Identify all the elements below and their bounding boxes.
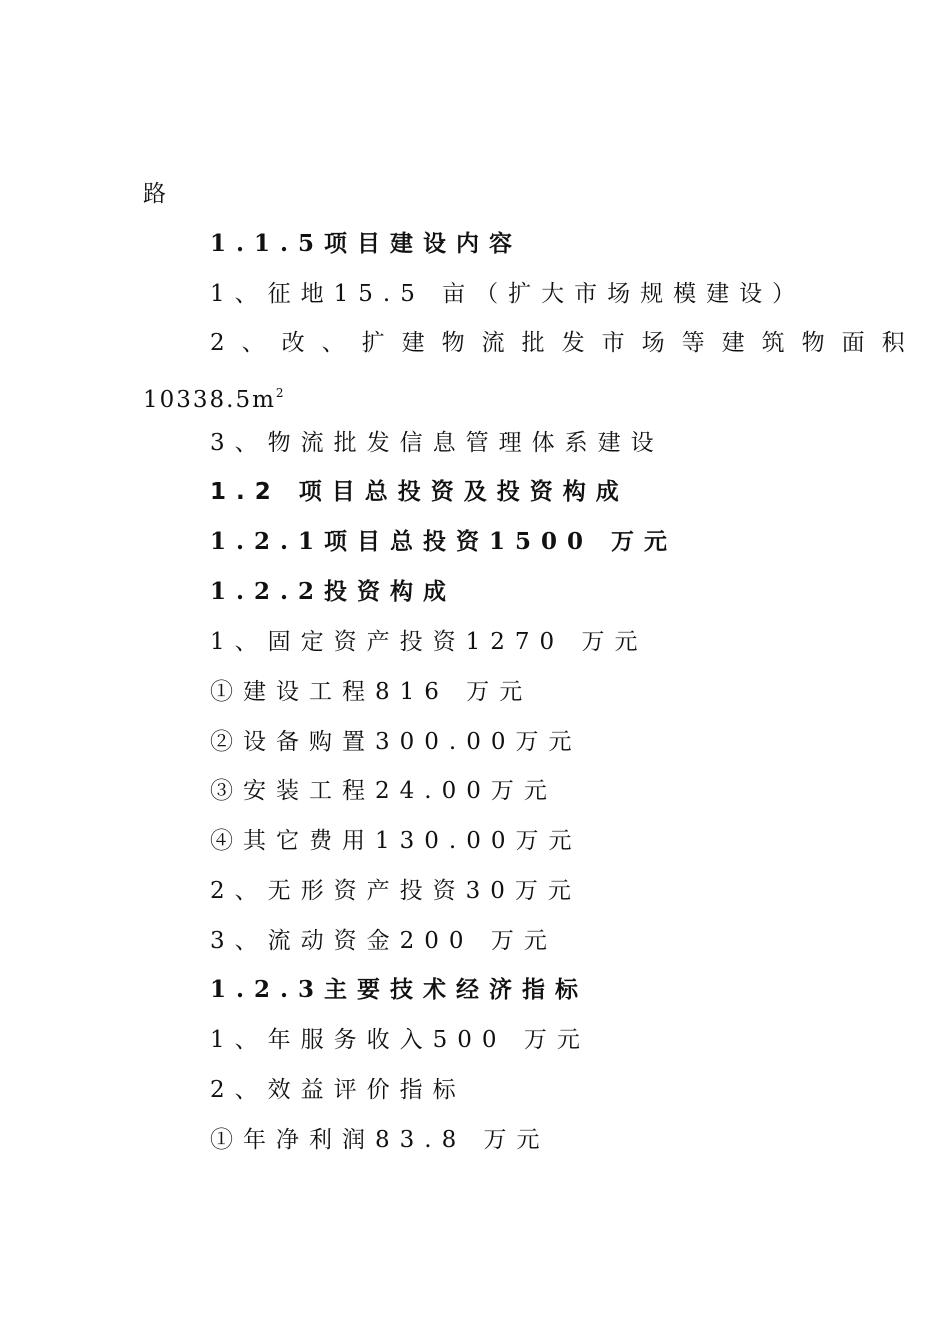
sub-item-other-costs: ④其它费用130.00万元: [210, 828, 582, 854]
section-heading-1-2-3: 1.2.3主要技术经济指标: [210, 976, 589, 1003]
building-area-value: [143, 378, 284, 415]
sub-item-installation: ③安装工程24.00万元: [210, 778, 557, 804]
list-item-intangible-assets: 2、无形资产投资30万元: [210, 878, 581, 904]
section-heading-1-2-1: 1.2.1项目总投资1500 万元: [210, 528, 678, 555]
section-heading-1-1-5: 1.1.5项目建设内容: [210, 230, 523, 257]
section-heading-1-2: 1.2 项目总投资及投资构成: [210, 479, 629, 505]
list-item-working-capital: 3、流动资金200 万元: [210, 928, 557, 954]
building-area-number: 10338.5m: [143, 387, 276, 413]
list-item-annual-revenue: 1、年服务收入500 万元: [210, 1027, 590, 1053]
list-item-evaluation-indicators: 2、效益评价指标: [210, 1077, 466, 1103]
list-item-fixed-assets: 1、固定资产投资1270 万元: [210, 629, 648, 655]
text-line-continuation: 路: [143, 181, 176, 207]
area-unit-superscript: 2: [275, 386, 284, 400]
sub-item-net-profit: ①年净利润83.8 万元: [210, 1127, 550, 1153]
sub-item-construction: ①建设工程816 万元: [210, 679, 533, 705]
sub-item-equipment: ②设备购置300.00万元: [210, 729, 582, 755]
list-item-land-acquisition: 1、征地15.5 亩（扩大市场规模建设）: [210, 281, 806, 307]
section-heading-1-2-2: 1.2.2投资构成: [210, 578, 457, 605]
list-item-info-system: 3、物流批发信息管理体系建设: [210, 430, 664, 456]
list-item-building-area: 2、改、扩建物流批发市场等建筑物面积: [210, 330, 922, 356]
